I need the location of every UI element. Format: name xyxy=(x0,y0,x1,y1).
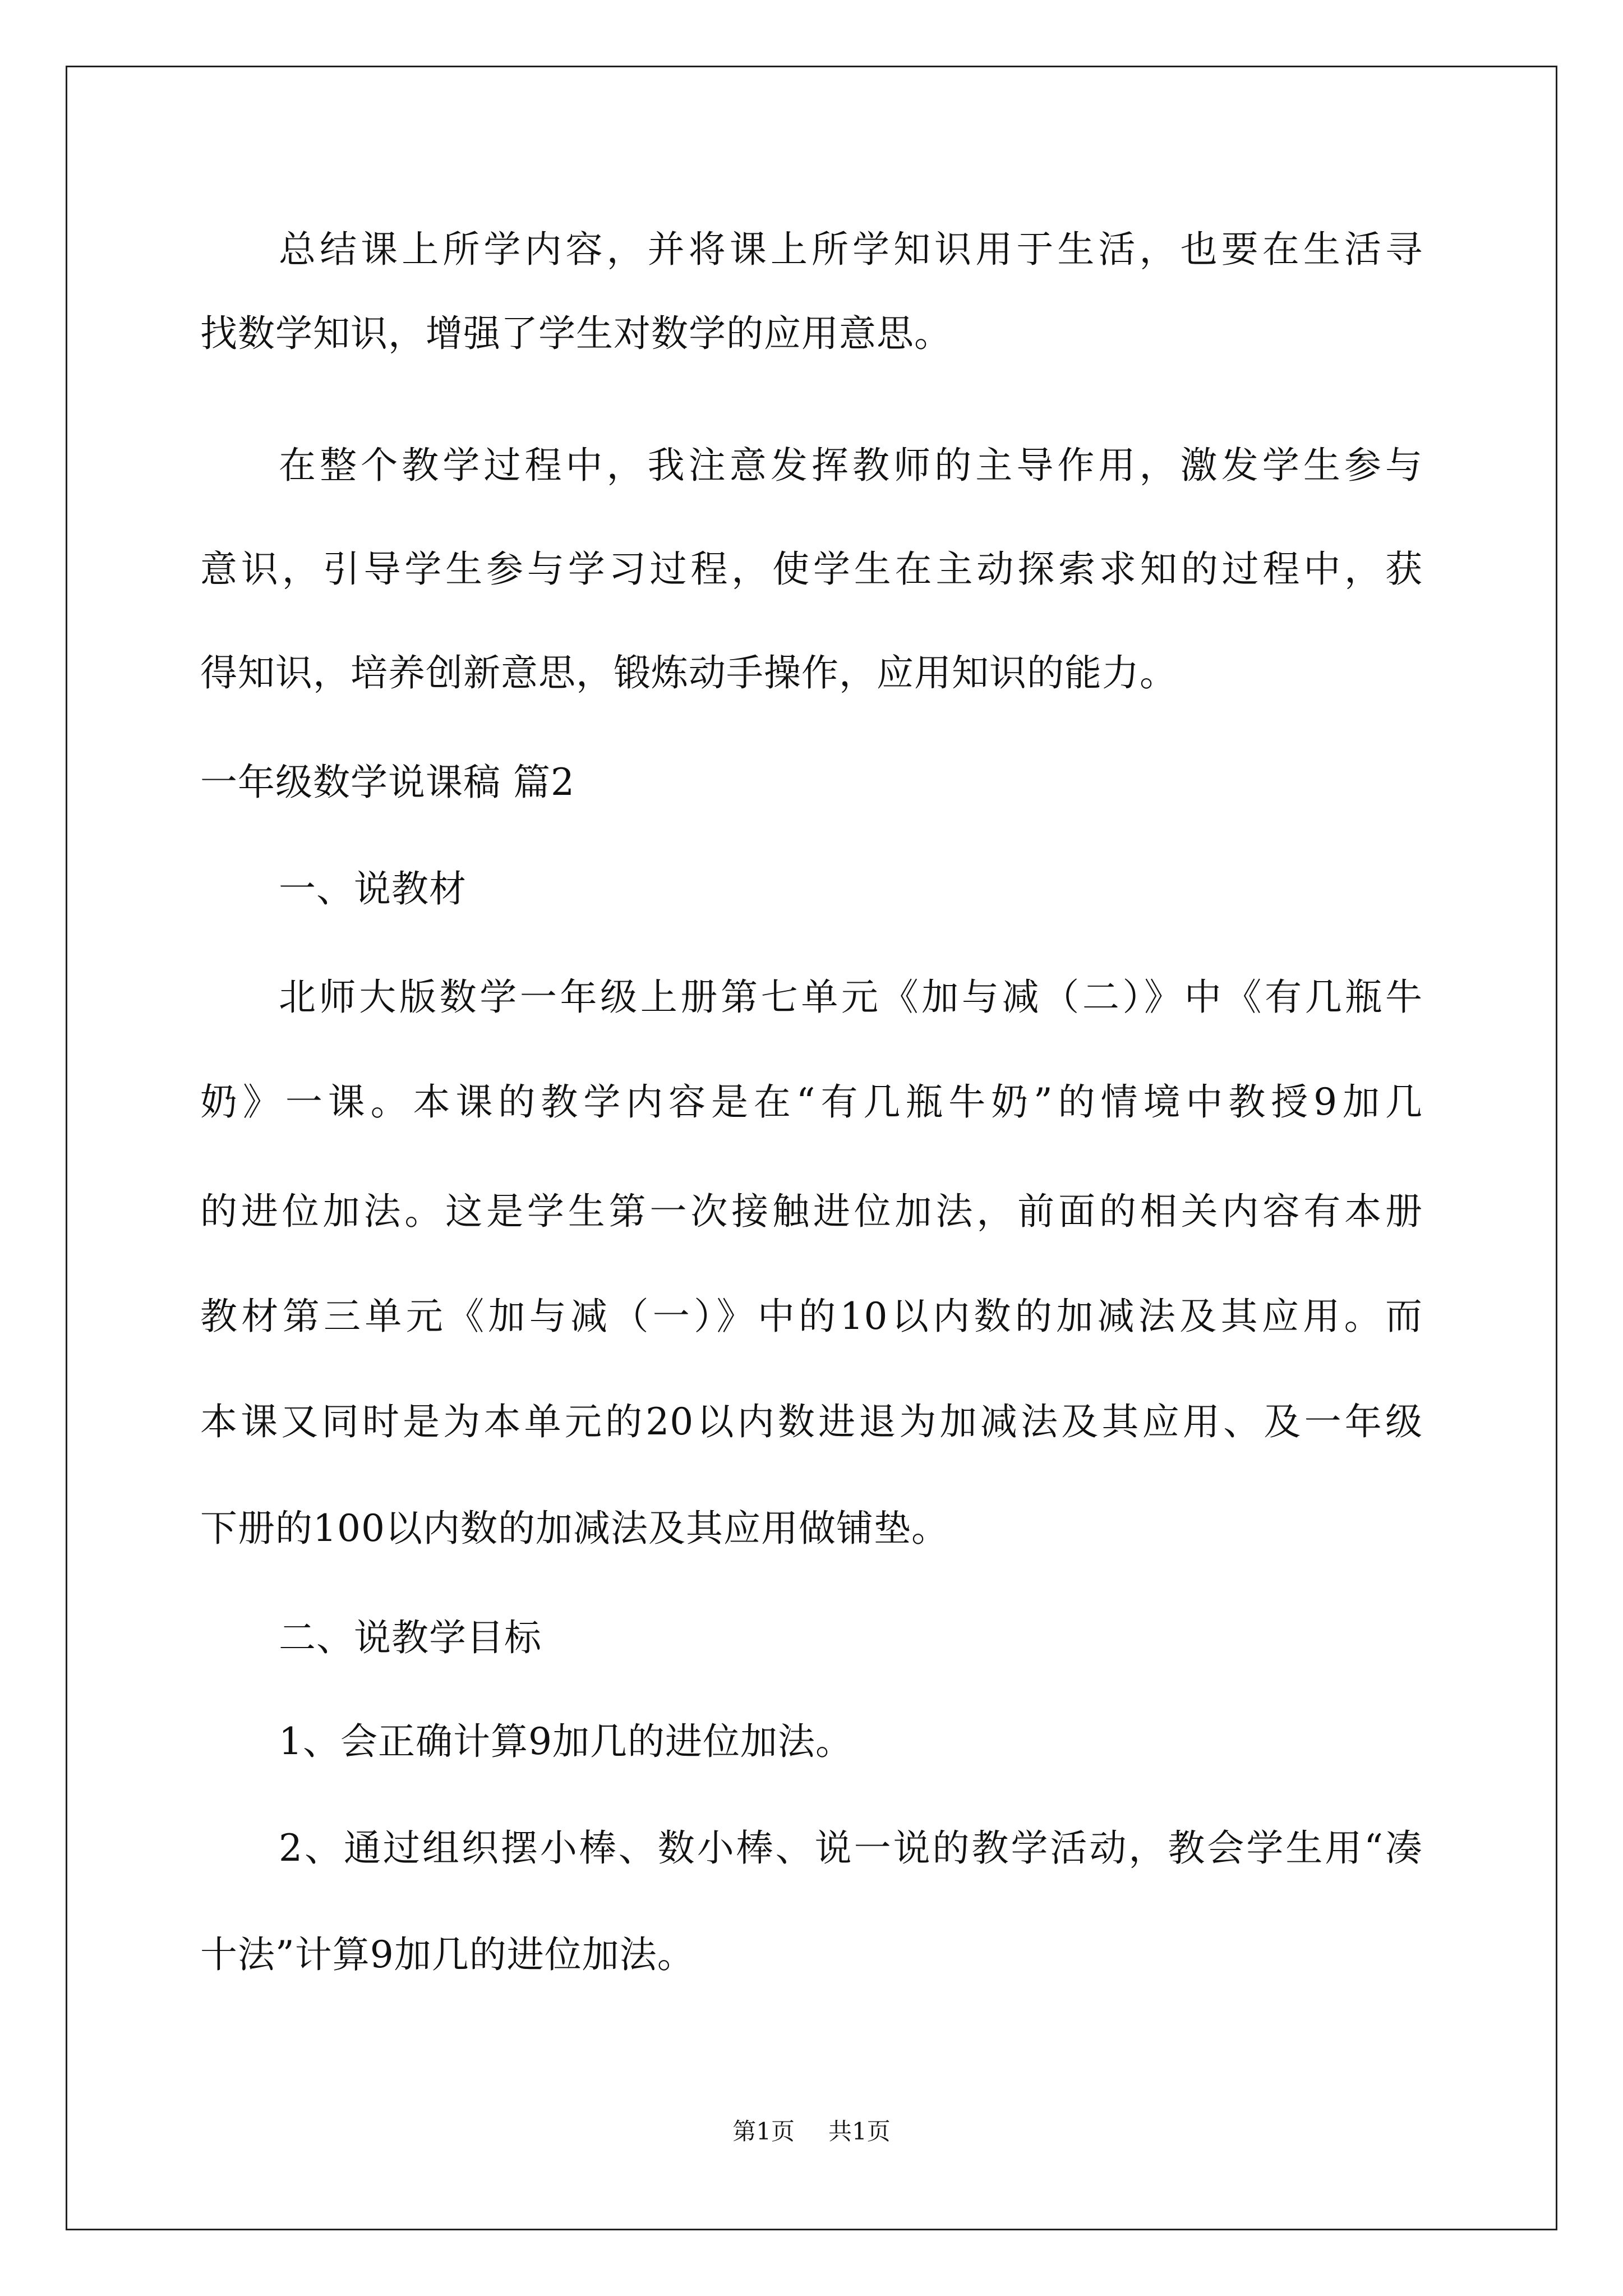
paragraph-line: 本课又同时是为本单元的20以内数进退为加减法及其应用、及一年级 xyxy=(200,1400,1423,1443)
paragraph-line: 意识，引导学生参与学习过程，使学生在主动探索求知的过程中，获 xyxy=(200,547,1423,591)
paragraph-line: 下册的100以内数的加减法及其应用做铺垫。 xyxy=(200,1507,949,1550)
subsection-heading: 一、说教材 xyxy=(279,867,467,910)
section-heading: 一年级数学说课稿 篇2 xyxy=(200,761,575,804)
paragraph-line: 教材第三单元《加与减（一）》中的10以内数的加减法及其应用。而 xyxy=(200,1295,1423,1338)
paragraph-line: 在整个教学过程中，我注意发挥教师的主导作用，激发学生参与 xyxy=(279,444,1423,487)
page-footer xyxy=(0,2118,1623,2146)
list-item: 2、通过组织摆小棒、数小棒、说一说的教学活动，教会学生用“凑 xyxy=(279,1826,1423,1870)
paragraph-line: 总结课上所学内容，并将课上所学知识用于生活，也要在生活寻 xyxy=(279,228,1423,271)
paragraph-line: 十法”计算9加几的进位加法。 xyxy=(200,1933,695,1976)
paragraph-line: 的进位加法。这是学生第一次接触进位加法，前面的相关内容有本册 xyxy=(200,1190,1423,1233)
subsection-heading: 二、说教学目标 xyxy=(279,1616,542,1659)
paragraph-line: 北师大版数学一年级上册第七单元《加与减（二）》中《有几瓶牛 xyxy=(279,976,1423,1019)
list-item: 1、会正确计算9加几的进位加法。 xyxy=(279,1720,853,1763)
paragraph-line: 得知识，培养创新意思，锻炼动手操作，应用知识的能力。 xyxy=(200,651,1177,694)
page-number: 第1页 xyxy=(732,2118,795,2145)
paragraph-line: 找数学知识，增强了学生对数学的应用意思。 xyxy=(200,312,952,355)
page-border xyxy=(66,66,1557,2230)
page-total: 共1页 xyxy=(828,2118,891,2145)
paragraph-line: 奶》一课。本课的教学内容是在“有几瓶牛奶”的情境中教授9加几 xyxy=(200,1080,1423,1124)
